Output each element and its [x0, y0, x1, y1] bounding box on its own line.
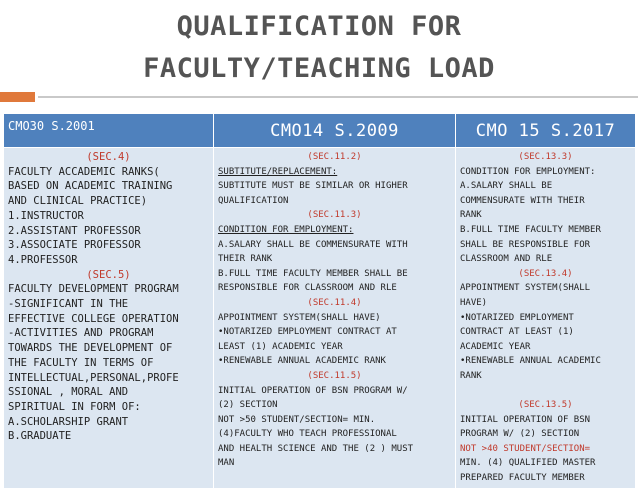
cell-line: A.SALARY SHALL BE — [460, 181, 553, 192]
cell-line: B.GRADUATE — [8, 430, 72, 443]
cell-line: AND HEALTH SCIENCE AND THE (2 ) MUST — [218, 443, 414, 454]
cell-line: CONTRACT AT LEAST (1) — [460, 327, 574, 338]
cell-line: PROGRAM W/ (2) SECTION — [460, 429, 580, 440]
title-divider — [38, 96, 638, 98]
cell-line: •NOTARIZED EMPLOYMENT CONTRACT AT — [218, 327, 397, 338]
cell-line: ACADEMIC YEAR — [460, 341, 531, 352]
cell-line: (SEC.13.4) — [518, 268, 573, 279]
table-body-row — [4, 148, 636, 489]
cell-line — [460, 384, 631, 399]
slide-title-line-2: FACULTY/TEACHING LOAD — [143, 53, 495, 84]
column-cmo30 — [4, 148, 214, 489]
column-cmo14 — [214, 148, 456, 489]
cell-line: FACULTY DEVELOPMENT PROGRAM — [8, 283, 179, 296]
cell-line: SUBTITUTE/REPLACEMENT: — [218, 166, 338, 177]
header-cmo14: CMO14 S.2009 — [214, 114, 456, 148]
cell-line: CONDITION FOR EMPLOYMENT: — [218, 224, 354, 235]
cell-line: INITIAL OPERATION OF BSN — [460, 414, 591, 425]
cell-line: AND CLINICAL PRACTICE) — [8, 195, 148, 208]
cell-line: -ACTIVITIES AND PROGRAM — [8, 327, 154, 340]
cell-line: •RENEWABLE ANNUAL ACADEMIC — [460, 356, 601, 367]
cell-line: (4)FACULTY WHO TEACH PROFESSIONAL — [218, 429, 397, 440]
cell-line: (SEC.11.5) — [307, 370, 362, 381]
cell-line: BASED ON ACADEMIC TRAINING — [8, 180, 173, 193]
cell-line: APPOINTMENT SYSTEM(SHALL HAVE) — [218, 312, 381, 323]
cell-line: (SEC.5) — [86, 268, 131, 281]
cell-line: QUALIFICATION — [218, 195, 289, 206]
cell-line: FACULTY ACCADEMIC RANKS( — [8, 165, 160, 178]
cell-line: •NOTARIZED EMPLOYMENT — [460, 312, 574, 323]
cell-line: 2.ASSISTANT PROFESSOR — [8, 224, 141, 237]
cell-line: RANK — [460, 210, 482, 221]
cell-line: 1.INSTRUCTOR — [8, 209, 84, 222]
cell-line: SSIONAL , MORAL AND — [8, 386, 129, 399]
cell-line: LEAST (1) ACADEMIC YEAR — [218, 341, 343, 352]
cell-line: EFFECTIVE COLLEGE OPERATION — [8, 312, 179, 325]
cell-line: (SEC.4) — [86, 151, 131, 163]
column-cmo15 — [456, 148, 636, 489]
cell-line: NOT >50 STUDENT/SECTION= MIN. — [218, 414, 376, 425]
cell-line: A.SCHOLARSHIP GRANT — [8, 415, 129, 428]
accent-bar — [0, 92, 35, 102]
cell-line: B.FULL TIME FACULTY MEMBER — [460, 224, 601, 235]
cell-line: HAVE) — [460, 297, 488, 308]
cell-line: CLASSROOM AND RLE — [460, 254, 553, 265]
table-header-row — [4, 114, 636, 148]
cell-line: APPOINTMENT SYSTEM(SHALL — [460, 283, 591, 294]
cell-line: SPIRITUAL IN FORM OF: — [8, 400, 141, 413]
cell-line: NOT >40 STUDENT/SECTION= — [460, 443, 591, 454]
cell-line: (SEC.11.2) — [307, 152, 362, 162]
header-cmo30: CMO30 S.2001 — [4, 114, 214, 148]
cell-line: (2) SECTION — [218, 400, 278, 411]
slide-title — [0, 6, 638, 90]
cell-line: 3.ASSOCIATE PROFESSOR — [8, 239, 141, 252]
cell-line: (SEC.13.5) — [518, 400, 573, 411]
cell-line: •RENEWABLE ANNUAL ACADEMIC RANK — [218, 356, 386, 367]
cell-line: INTELLECTUAL,PERSONAL,PROFE — [8, 371, 179, 384]
cell-line: MIN. (4) QUALIFIED MASTER — [460, 458, 596, 469]
cell-line: 4.PROFESSOR — [8, 253, 78, 266]
cell-line: -SIGNIFICANT IN THE — [8, 298, 129, 311]
cell-line: (SEC.11.3) — [307, 210, 362, 221]
cell-line: (SEC.11.4) — [307, 297, 362, 308]
cell-line: RANK — [460, 370, 482, 381]
cell-line: (SEC.13.3) — [518, 152, 573, 162]
cell-line: TOWARDS THE DEVELOPMENT OF — [8, 342, 173, 355]
qualification-table — [3, 113, 636, 489]
slide-title-line-1: QUALIFICATION FOR — [176, 11, 462, 42]
cell-line: COMMENSURATE WITH THEIR — [460, 195, 585, 206]
cell-line: RESPONSIBLE FOR CLASSROOM AND RLE — [218, 283, 397, 294]
cell-line: THEIR RANK — [218, 254, 273, 265]
cell-line: THE FACULTY IN TERMS OF — [8, 356, 154, 369]
cell-line: SHALL BE RESPONSIBLE FOR — [460, 239, 591, 250]
cell-line: PREPARED FACULTY MEMBER — [460, 473, 585, 484]
header-cmo15: CMO 15 S.2017 — [456, 114, 636, 148]
cell-line: SUBTITUTE MUST BE SIMILAR OR HIGHER — [218, 181, 408, 192]
cell-line: B.FULL TIME FACULTY MEMBER SHALL BE — [218, 268, 408, 279]
cell-line: A.SALARY SHALL BE COMMENSURATE WITH — [218, 239, 408, 250]
cell-line: INITIAL OPERATION OF BSN PROGRAM W/ — [218, 385, 408, 396]
cell-line: CONDITION FOR EMPLOYMENT: — [460, 166, 596, 177]
cell-line: MAN — [218, 458, 235, 469]
